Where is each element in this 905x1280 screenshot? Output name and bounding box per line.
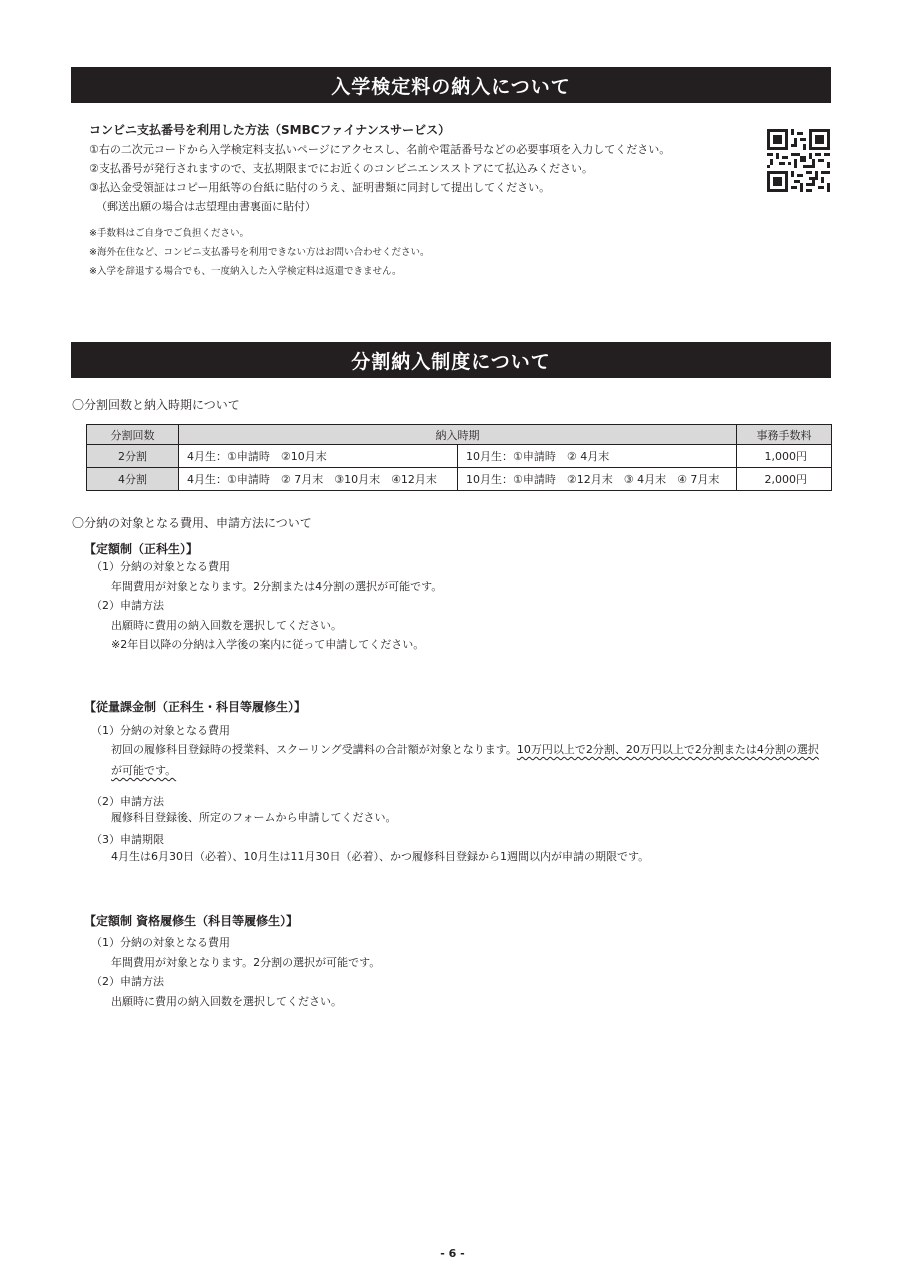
step-2: ②支払番号が発行されますので、支払期限までにお近くのコンビニエンスストアにて払込みください。 [89, 162, 593, 175]
qr-code-icon[interactable] [767, 129, 830, 192]
table-row [87, 468, 832, 491]
cell-fee: 1,000円 [737, 445, 832, 468]
step-3-note: （郵送出願の場合は志望理由書裏面に貼付） [96, 200, 316, 213]
section-title-installment: 分割納入制度について [71, 342, 831, 378]
cell-october: 10月生：①申請時 ②12月末 ③ 4月末 ④ 7月末 [458, 468, 737, 491]
page-number: - 6 - [440, 1247, 465, 1260]
shikaku-item2-label: （2）申請方法 [91, 975, 164, 988]
shikaku-heading: 【定額制 資格履修生（科目等履修生）】 [84, 914, 299, 928]
cell-count: 4分割 [87, 468, 179, 491]
note-1: ※手数料はご自身でご負担ください。 [89, 228, 249, 239]
juryo-item3-text: 4月生は6月30日（必着）、10月生は11月30日（必着）、かつ履修科目登録から1週間以内が申請の期限です。 [111, 850, 650, 863]
juryo-item3-label: （3）申請期限 [91, 833, 164, 846]
table-row [87, 445, 832, 468]
teigaku-item1-label: （1）分納の対象となる費用 [91, 560, 230, 573]
juryo-item1-text-c: が可能です。 [111, 764, 177, 777]
cell-october: 10月生：①申請時 ② 4月末 [458, 445, 737, 468]
cell-fee: 2,000円 [737, 468, 832, 491]
payment-method-heading: コンビニ支払番号を利用した方法（SMBCファイナンスサービス） [89, 123, 451, 137]
juryo-item2-label: （2）申請方法 [91, 795, 164, 808]
teigaku-item2-note: ※2年目以降の分納は入学後の案内に従って申請してください。 [111, 638, 425, 651]
juryo-item1-text-b: 10万円以上で2分割、20万円以上で2分割または4分割の選択 [516, 743, 819, 756]
teigaku-item2-label: （2）申請方法 [91, 599, 164, 612]
shikaku-item1-label: （1）分納の対象となる費用 [91, 936, 230, 949]
teigaku-heading: 【定額制（正科生）】 [84, 542, 199, 556]
juryo-item1-text-a: 初回の履修科目登録時の授業料、スクーリング受講料の合計額が対象となります。 [111, 743, 517, 756]
juryo-item1-line1 [111, 743, 819, 757]
juryo-item1-label: （1）分納の対象となる費用 [91, 724, 230, 737]
teigaku-item2-text: 出願時に費用の納入回数を選択してください。 [111, 619, 342, 632]
header-fee: 事務手数料 [737, 425, 832, 445]
teigaku-item1-text: 年間費用が対象となります。2分割または4分割の選択が可能です。 [111, 580, 443, 593]
shikaku-item2-text: 出願時に費用の納入回数を選択してください。 [111, 995, 342, 1008]
shikaku-item1-text: 年間費用が対象となります。2分割の選択が可能です。 [111, 956, 381, 969]
note-3: ※入学を辞退する場合でも、一度納入した入学検定料は返還できません。 [89, 266, 402, 277]
subheading-target-costs: 〇分納の対象となる費用、申請方法について [72, 516, 312, 530]
juryo-heading: 【従量課金制（正科生・科目等履修生）】 [84, 700, 307, 714]
step-1: ①右の二次元コードから入学検定料支払いページにアクセスし、名前や電話番号などの必要事項を入力してください。 [89, 143, 671, 156]
note-2: ※海外在住など、コンビニ支払番号を利用できない方はお問い合わせください。 [89, 247, 430, 258]
cell-april: 4月生：①申請時 ②10月末 [179, 445, 458, 468]
juryo-item1-line2 [111, 764, 176, 778]
installment-schedule-table [86, 424, 832, 491]
table-header-row [87, 425, 832, 445]
header-period: 納入時期 [179, 425, 737, 445]
cell-count: 2分割 [87, 445, 179, 468]
subheading-schedule: 〇分割回数と納入時期について [72, 398, 240, 412]
cell-april: 4月生：①申請時 ② 7月末 ③10月末 ④12月末 [179, 468, 458, 491]
header-count: 分割回数 [87, 425, 179, 445]
step-3: ③払込金受領証はコピー用紙等の台紙に貼付のうえ、証明書類に同封して提出してください。 [89, 181, 551, 194]
juryo-item2-text: 履修科目登録後、所定のフォームから申請してください。 [111, 811, 397, 824]
section-title-exam-fee: 入学検定料の納入について [71, 67, 831, 103]
